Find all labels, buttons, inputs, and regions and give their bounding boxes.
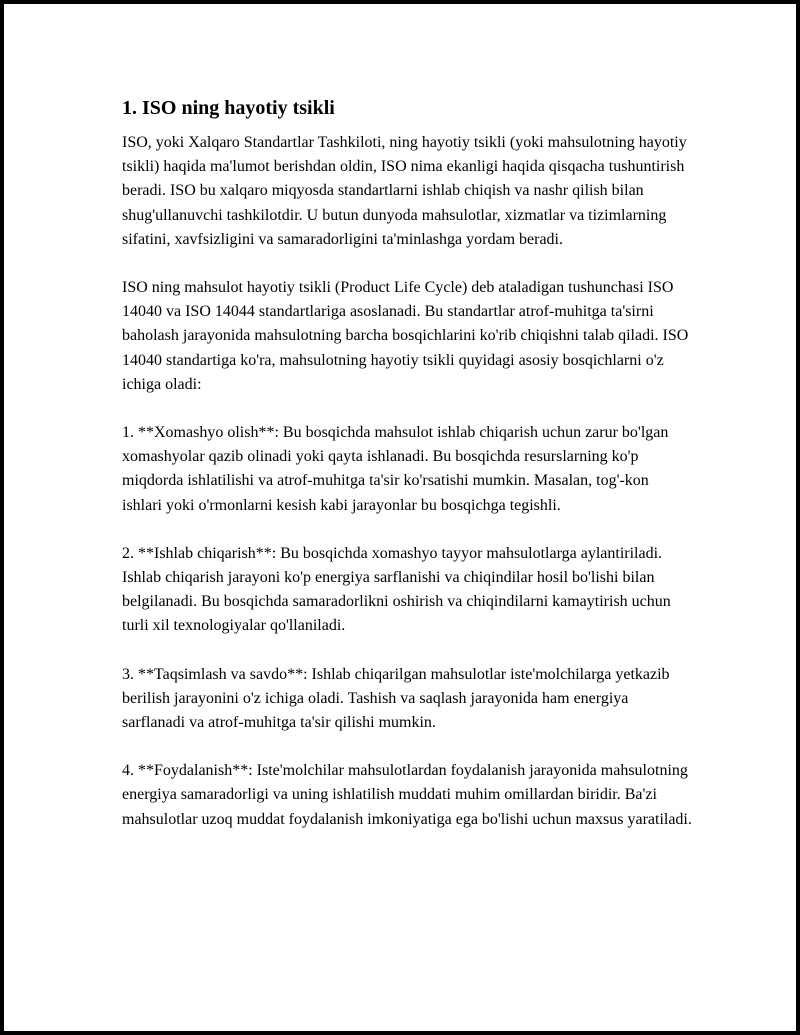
page-content [122,95,692,856]
document-title: 1. ISO ning hayotiy tsikli [122,97,335,119]
stage-2-paragraph: 2. **Ishlab chiqarish**: Bu bosqichda xomashyo tayyor mahsulotlarga aylantiriladi. Ishlab chiqarish jarayoni ko'p energiya sarflanishi va chiqindilar hosil bo'lishi bilan belgilanadi. Bu bosqichda samaradorlikni oshirish va chiqindilarni kamaytirish uchun turli xil texnologiyalar qo'llaniladi. [122,544,671,635]
life-cycle-paragraph: ISO ning mahsulot hayotiy tsikli (Product Life Cycle) deb ataladigan tushunchasi ISO 14040 va ISO 14044 standartlariga asoslanadi. Bu standartlar atrof-muhitga ta'sirni baholash jarayonida mahsulotning barcha bosqichlarini ko'rib chiqishni talab qiladi. ISO 14040 standartiga ko'ra, mahsulotning hayotiy tsikli quyidagi asosiy bosqichlarni o'z ichiga oladi: [122,279,689,393]
stage-4-paragraph: 4. **Foydalanish**: Iste'molchilar mahsulotlardan foydalanish jarayonida mahsulotning energiya samaradorligi va uning ishlatilish muddati muhim omillardan biridir. Ba'zi mahsulotlar uzoq muddat foydalanish imkoniyatiga ega bo'lishi uchun maxsus yaratiladi. [122,762,692,828]
stage-3-paragraph: 3. **Taqsimlash va savdo**: Ishlab chiqarilgan mahsulotlar iste'molchilarga yetkazib berilish jarayonini o'z ichiga oladi. Tashish va saqlash jarayonida ham energiya sarflanadi va atrof-muhitga ta'sir qilishi mumkin. [122,665,670,732]
intro-paragraph: ISO, yoki Xalqaro Standartlar Tashkiloti, ning hayotiy tsikli (yoki mahsulotning hayotiy tsikli) haqida ma'lumot berishdan oldin, ISO nima ekanligi haqida qisqacha tushuntirish beradi. ISO bu xalqaro miqyosda standartlarni ishlab chiqish va nashr qilish bilan shug'ullanuvchi tashkilotdir. U butun dunyoda mahsulotlar, xizmatlar va tizimlarning sifatini, xavfsizligini va samaradorligini ta'minlashga yordam beradi. [122,134,687,248]
stage-1-paragraph: 1. **Xomashyo olish**: Bu bosqichda mahsulot ishlab chiqarish uchun zarur bo'lgan xomashyolar qazib olinadi yoki qayta ishlanadi. Bu bosqichda resurslarning ko'p miqdorda ishlatilishi va atrof-muhitga ta'sir ko'rsatishi mumkin. Masalan, tog'-kon ishlari yoki o'rmonlarni kesish kabi jarayonlar bu bosqichga tegishli. [122,424,669,514]
